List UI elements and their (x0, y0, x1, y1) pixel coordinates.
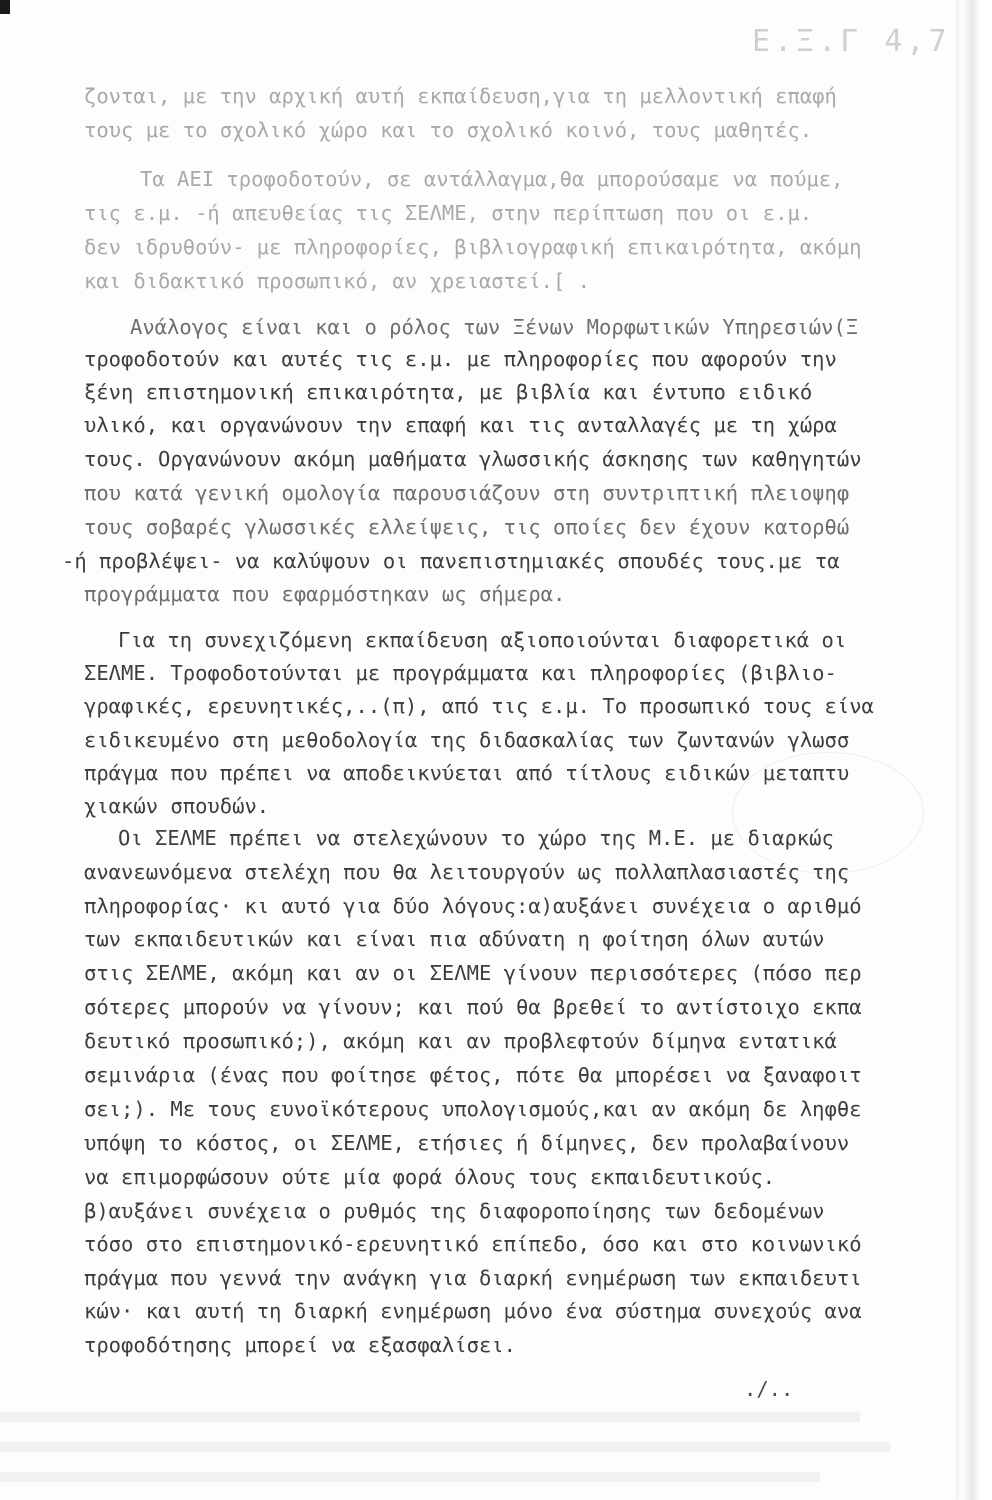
corner-mark (0, 0, 10, 14)
text-line: Ανάλογος είναι και ο ρόλος των Ξένων Μορφωτικών Υπηρεσιών(Ξ (130, 315, 859, 339)
text-line: ειδικευμένο στη μεθοδολογία της διδασκαλίας των ζωντανών γλωσσ (84, 728, 850, 752)
text-line: κών· και αυτή τη διαρκή ενημέρωση μόνο ένα σύστημα συνεχούς ανα (84, 1299, 862, 1323)
text-line: σει;). Με τους ευνοϊκότερους υπολογισμούς,και αν ακόμη δε ληφθε (84, 1097, 862, 1121)
text-line: πληροφορίας· κι αυτό για δύο λόγους:α)αυξάνει συνέχεια ο αριθμό (84, 894, 862, 918)
text-line: ΣΕΛΜΕ. Τροφοδοτούνται με προγράμματα και πληροφορίες (βιβλιο- (84, 661, 837, 685)
scan-edge (956, 0, 992, 1500)
text-line: τροφοδότησης μπορεί να εξασφαλίσει. (84, 1333, 516, 1357)
text-line: πράγμα που γεννά την ανάγκη για διαρκή ενημέρωση των εκπαιδευτι (84, 1266, 862, 1290)
text-line: που κατά γενική ομολογία παρουσιάζουν στη συντριπτική πλειοψηφ (84, 481, 850, 505)
text-line: σεμινάρια (ένας που φοίτησε φέτος, πότε θα μπορέσει να ξαναφοιτ (84, 1063, 862, 1087)
page-end-marker: ./.. (744, 1377, 794, 1401)
text-line: τους με το σχολικό χώρο και το σχολικό κοινό, τους μαθητές. (84, 118, 813, 142)
text-line: δεν ιδρυθούν- με πληροφορίες, βιβλιογραφική επικαιρότητα, ακόμη (84, 235, 862, 259)
text-line: ανανεωνόμενα στελέχη που θα λειτουργούν ως πολλαπλασιαστές της (84, 860, 850, 884)
text-line: χιακών σπουδών. (84, 794, 270, 818)
text-line: πράγμα που πρέπει να αποδεικνύεται από τίτλους ειδικών μεταπτυ (84, 761, 850, 785)
text-line: β)αυξάνει συνέχεια ο ρυθμός της διαφοροποίησης των δεδομένων (84, 1199, 825, 1223)
text-line: Τα ΑΕΙ τροφοδοτούν, σε αντάλλαγμα,θα μπορούσαμε να πούμε, (140, 167, 844, 191)
text-line: Για τη συνεχιζόμενη εκπαίδευση αξιοποιούνται διαφορετικά οι (118, 628, 847, 652)
text-line: προγράμματα που εφαρμόστηκαν ως σήμερα. (84, 582, 566, 606)
text-line: σότερες μπορούν να γίνουν; και πού θα βρεθεί το αντίστοιχο εκπα (84, 995, 862, 1019)
text-line: -ή προβλέψει- να καλύψουν οι πανεπιστημιακές σπουδές τους.με τα (62, 549, 840, 573)
text-line: και διδακτικό προσωπικό, αν χρειαστεί.[ . (84, 269, 591, 293)
text-line: υλικό, και οργανώνουν την επαφή και τις ανταλλαγές με τη χώρα (84, 413, 837, 437)
text-line: τόσο στο επιστημονικό-ερευνητικό επίπεδο, όσο και στο κοινωνικό (84, 1232, 862, 1256)
text-line: υπόψη το κόστος, οι ΣΕΛΜΕ, ετήσιες ή δίμηνες, δεν προλαβαίνουν (84, 1131, 850, 1155)
text-line: ζονται, με την αρχική αυτή εκπαίδευση,για τη μελλοντική επαφή (84, 84, 837, 108)
text-line: τις ε.μ. -ή απευθείας τις ΣΕΛΜΕ, στην περίπτωση που οι ε.μ. (84, 201, 813, 225)
bleed-through-text (0, 1406, 992, 1496)
text-line: τους. Οργανώνουν ακόμη μαθήματα γλωσσικής άσκησης των καθηγητών (84, 447, 862, 471)
text-line: στις ΣΕΛΜΕ, ακόμη και αν οι ΣΕΛΜΕ γίνουν περισσότερες (πόσο περ (84, 961, 862, 985)
text-line: Οι ΣΕΛΜΕ πρέπει να στελεχώνουν το χώρο της Μ.Ε. με διαρκώς (118, 826, 834, 850)
text-line: τροφοδοτούν και αυτές τις ε.μ. με πληροφορίες που αφορούν την (84, 347, 837, 371)
text-line: να επιμορφώσουν ούτε μία φορά όλους τους εκπαιδευτικούς. (84, 1165, 776, 1189)
text-line: γραφικές, ερευνητικές,..(π), από τις ε.μ. Το προσωπικό τους είνα (84, 694, 874, 718)
text-line: δευτικό προσωπικό;), ακόμη και αν προβλεφτούν δίμηνα εντατικά (84, 1029, 837, 1053)
text-line: ξένη επιστημονική επικαιρότητα, με βιβλία και έντυπο ειδικό (84, 380, 813, 404)
text-line: των εκπαιδευτικών και είναι πια αδύνατη η φοίτηση όλων αυτών (84, 927, 825, 951)
page-reference: Ε.Ξ.Γ 4,7 (752, 24, 951, 59)
text-line: τους σοβαρές γλωσσικές ελλείψεις, τις οποίες δεν έχουν κατορθώ (84, 515, 850, 539)
